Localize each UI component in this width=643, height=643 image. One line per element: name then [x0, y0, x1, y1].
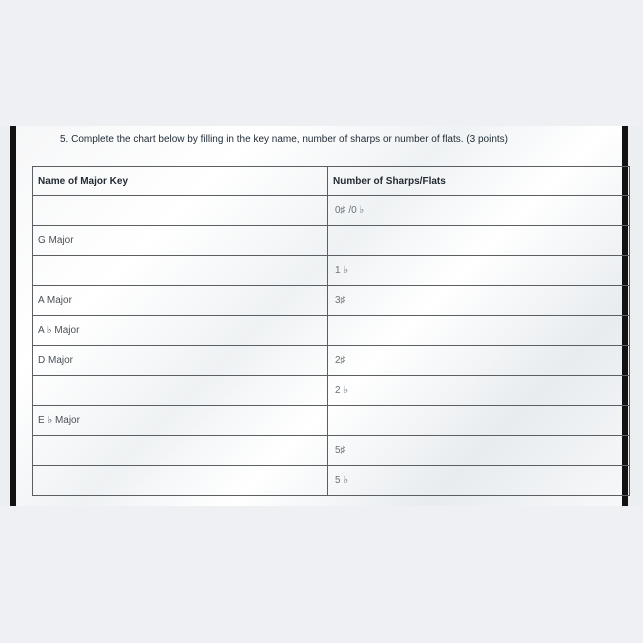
table-row — [33, 196, 630, 226]
table-row — [33, 256, 630, 286]
table-row — [33, 376, 630, 406]
table-header-row — [33, 167, 630, 196]
sharps-flats-cell[interactable] — [328, 316, 630, 346]
sharps-flats-cell[interactable]: 0♯ /0 ♭ — [328, 196, 630, 226]
key-name-cell[interactable]: D Major — [33, 346, 328, 376]
header-sharps-flats: Number of Sharps/Flats — [328, 167, 630, 196]
sharps-flats-cell[interactable]: 2♯ — [328, 346, 630, 376]
background-bottom — [0, 506, 643, 643]
sharps-flats-cell[interactable]: 2 ♭ — [328, 376, 630, 406]
table-row — [33, 286, 630, 316]
key-name-cell[interactable]: A Major — [33, 286, 328, 316]
key-name-cell[interactable] — [33, 196, 328, 226]
table-row — [33, 316, 630, 346]
sharps-flats-cell[interactable] — [328, 406, 630, 436]
table-row — [33, 226, 630, 256]
key-name-cell[interactable] — [33, 466, 328, 496]
key-name-cell[interactable]: A ♭ Major — [33, 316, 328, 346]
background-top — [0, 0, 643, 126]
sharps-flats-cell[interactable]: 5♯ — [328, 436, 630, 466]
sharps-flats-cell[interactable]: 1 ♭ — [328, 256, 630, 286]
table-row — [33, 466, 630, 496]
sharps-flats-cell[interactable]: 3♯ — [328, 286, 630, 316]
sharps-flats-cell[interactable] — [328, 226, 630, 256]
key-chart-table — [32, 166, 630, 496]
key-name-cell[interactable] — [33, 436, 328, 466]
table-row — [33, 436, 630, 466]
key-name-cell[interactable] — [33, 376, 328, 406]
table-row — [33, 406, 630, 436]
sharps-flats-cell[interactable]: 5 ♭ — [328, 466, 630, 496]
key-name-cell[interactable]: G Major — [33, 226, 328, 256]
question-text: 5. Complete the chart below by filling in the key name, number of sharps or number of flats. (3 points) — [60, 134, 508, 145]
key-name-cell[interactable] — [33, 256, 328, 286]
worksheet — [10, 126, 628, 506]
header-key-name: Name of Major Key — [33, 167, 328, 196]
key-name-cell[interactable]: E ♭ Major — [33, 406, 328, 436]
table-row — [33, 346, 630, 376]
